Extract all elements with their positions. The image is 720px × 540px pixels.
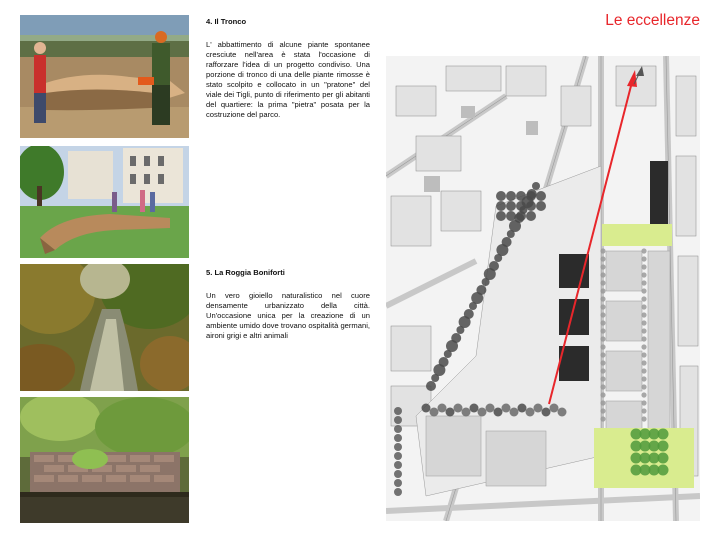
section-il-tronco (206, 17, 370, 120)
photo-overgrown-wall (20, 397, 189, 523)
section-body: L' abbattimento di alcune piante spontanee cresciute nell'area è stata l'occasione di rafforzare l'idea di un progetto condiviso. Una porzione di tronco di una delle piante rimosse è stato scolpito e collocato in un "pratone" del viale dei Tigli, punto di riferimento per gli abitanti del quartiere: la prima "pietra" posata per la costruzione del parco. (206, 40, 370, 120)
page-title: Le eccellenze (605, 12, 700, 29)
section-heading: 4. Il Tronco (206, 17, 247, 26)
section-heading: 5. La Roggia Boniforti (206, 268, 285, 277)
section-roggia-boniforti (206, 268, 370, 341)
photo-trunk-bench (20, 146, 189, 258)
photo-carved-trunk (20, 15, 189, 138)
site-plan-map (386, 56, 700, 521)
section-body: Un vero gioiello naturalistico nel cuore densamente urbanizzato della città. Un'occasione unica per la creazione di un ambiente umido dove trovano ospitalità germani, aironi grigi e altri animali (206, 291, 370, 341)
photo-roggia-canal (20, 264, 189, 391)
